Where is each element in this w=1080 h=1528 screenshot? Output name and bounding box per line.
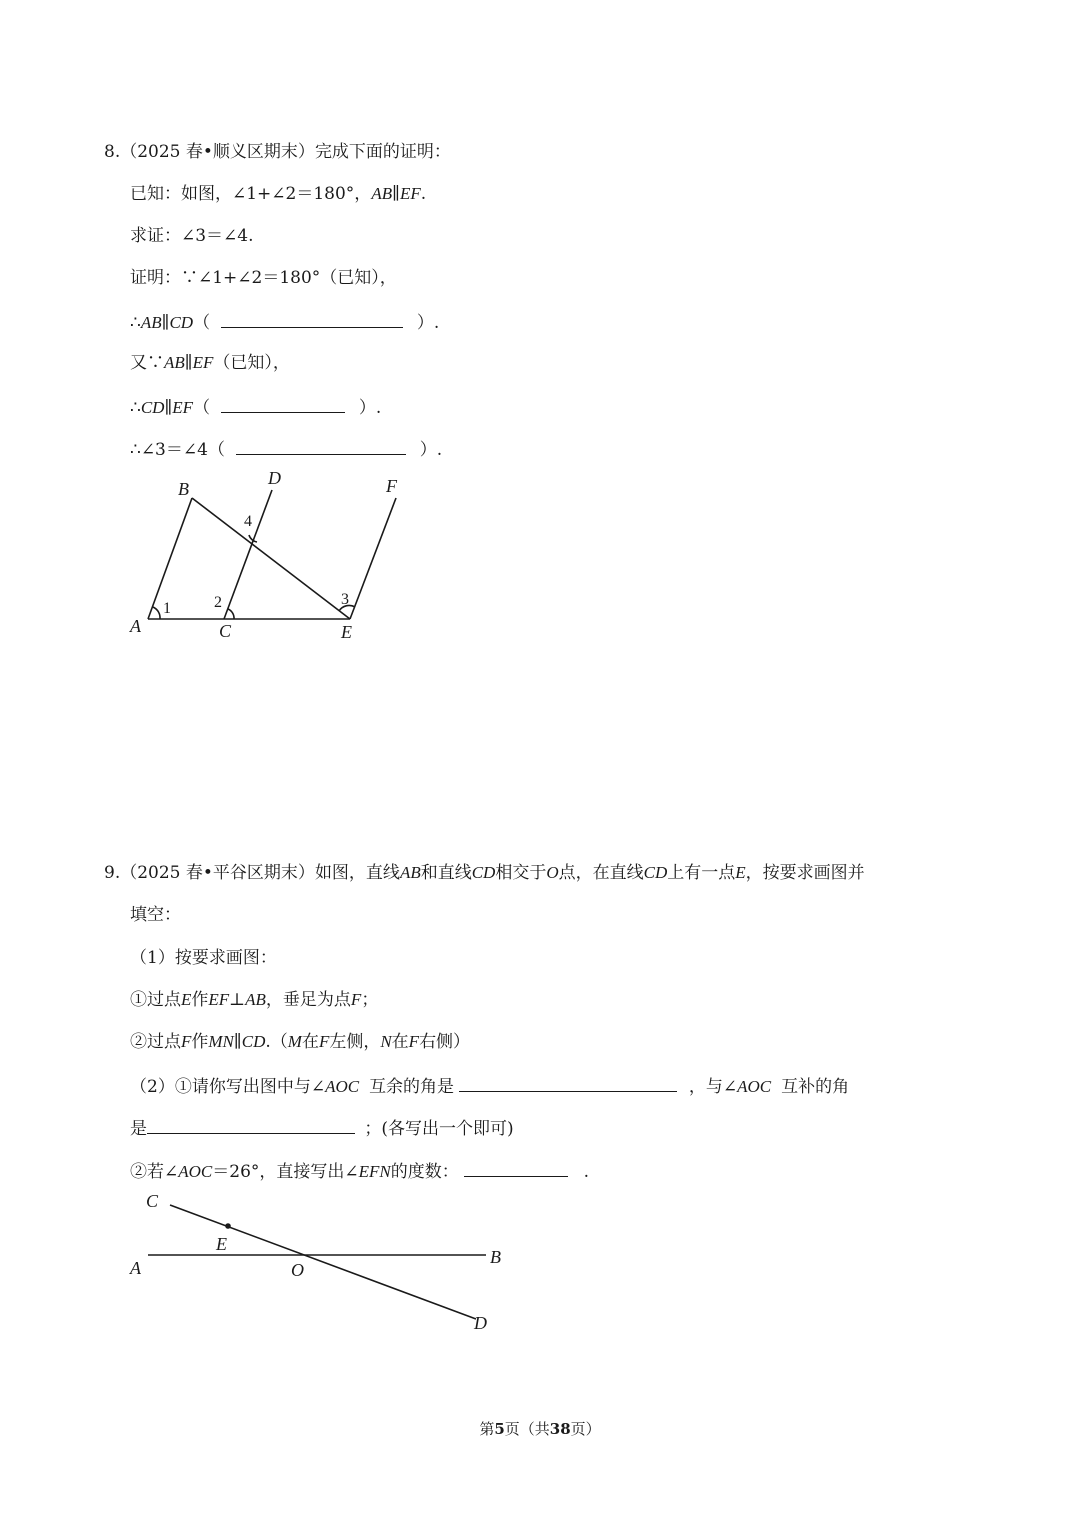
q8-step4 [130,436,442,462]
q9-part1-text: （1）按要求画图： [130,948,277,968]
q9-item1-text: 作 [191,990,209,1010]
q8-step3-close: ）. [358,398,382,418]
q8-step4-statement: ∴∠3＝∠4 [130,440,208,460]
q9-figure [120,1185,520,1345]
q9-part3-efn: EFN [358,1162,391,1181]
q9-text: 相交于 [495,863,547,883]
label-point-e: E [341,622,352,642]
q9-item2-text: 右侧） [419,1032,471,1052]
q9-o: O [546,863,559,882]
label-point-a: A [130,1258,141,1278]
q9-item2-mn: MN∥CD [208,1032,266,1051]
q9-part2-line2 [130,1115,514,1141]
q8-given-parallel: ∥ [392,184,400,204]
q9-item2-text: 在 [301,1032,319,1052]
q9-text: 如图，直线 [314,863,400,883]
q9-header [104,861,865,885]
q9-part2-aoc: AOC [325,1077,360,1096]
q8-step2 [130,351,290,375]
q9-complementary-answer-blank[interactable] [459,1073,677,1092]
q9-part2-text: 互余的角是 [369,1077,455,1097]
q9-part3 [130,1158,589,1184]
q9-part2-note: ；(各写出一个即可) [364,1119,514,1139]
q9-part2-text: 互补的角 [781,1077,850,1097]
q8-step2-statement: AB∥EF [164,353,214,372]
q9-source: （2025 春•平谷区期末） [120,863,315,883]
q8-prove-statement: ∠3＝∠4. [181,226,254,246]
q8-step1 [130,309,439,335]
label-point-f: F [386,476,397,496]
q8-step3-therefore: ∴ [130,398,141,418]
q9-item1-text: ； [361,990,379,1010]
q8-prove-prefix: 求证： [130,226,181,246]
q8-step3-open: （ [193,398,211,418]
q8-header [104,140,451,164]
q9-supplementary-answer-blank[interactable] [147,1115,355,1134]
q9-part2-text: （2）①请你写出图中与∠ [130,1077,326,1097]
q8-step1-therefore: ∴ [130,313,141,333]
q9-part3-text: 的度数： [390,1162,459,1182]
q8-step3-answer-blank[interactable] [221,394,345,413]
q9-part3-text: ＝26°，直接写出∠ [212,1162,359,1182]
q9-text: 上有一点 [667,863,736,883]
q9-item2-f: F [181,1032,192,1051]
angle-1-arc [153,607,160,619]
q9-item2-text: .（ [265,1032,288,1052]
q9-cd: CD [643,863,668,882]
q9-item2-f: F [318,1032,330,1051]
q8-given-end: . [420,184,427,204]
q9-part1 [130,946,277,970]
point-e-dot [225,1223,231,1229]
q9-item1-f: F [350,990,362,1009]
q9-item2-m: M [287,1032,302,1051]
q8-source: （2025 春•顺义区期末） [120,142,315,162]
label-point-a: A [130,616,141,636]
q8-step1-statement: AB∥CD [140,313,194,332]
label-angle-1: 1 [163,600,171,617]
q8-step4-close: ）. [419,440,443,460]
footer-page-number: 5 [494,1420,505,1438]
q9-cd: CD [471,863,496,882]
q8-proof-line1 [130,266,397,290]
q9-e: E [735,863,746,882]
q8-step2-reason: （已知）， [213,353,290,373]
q9-line2 [130,903,181,927]
label-angle-3: 3 [341,591,349,608]
label-point-e: E [216,1234,227,1254]
q8-step4-answer-blank[interactable] [236,436,406,455]
q9-part3-text: ②若∠ [130,1162,179,1182]
q9-text: 和直线 [420,863,472,883]
label-point-o: O [291,1260,304,1280]
angle-2-arc [228,609,234,619]
q8-prove [130,224,254,248]
q8-step3 [130,394,381,420]
label-point-b: B [178,479,189,499]
q9-item2-text: 在 [391,1032,409,1052]
label-point-c: C [219,621,232,641]
q9-item1 [130,988,378,1012]
q9-item2-n: N [380,1032,392,1051]
q9-part3-end: . [583,1162,589,1182]
q8-given-ab: AB [371,184,393,203]
label-angle-4: 4 [244,513,252,530]
q9-item1-text: ，垂足为点 [265,990,351,1010]
label-point-c: C [146,1191,159,1211]
q9-item2-text: 左侧， [329,1032,381,1052]
q9-part2 [130,1073,849,1099]
q8-figure [120,462,420,647]
footer-prefix: 第 [479,1420,495,1438]
q9-part2-text: 是 [130,1119,147,1139]
line-ef [350,498,396,619]
q8-proof-text: 证明：∵∠1+∠2＝180°（已知）， [130,268,397,288]
label-point-d: D [268,468,281,488]
q8-prompt: 完成下面的证明： [314,142,451,162]
q9-item2-f: F [408,1032,420,1051]
q9-item1-ef: EF⊥AB [208,990,266,1009]
q8-step3-statement: CD∥EF [140,398,194,417]
line-cd [170,1205,476,1319]
q8-step4-open: （ [207,440,225,460]
label-point-d: D [474,1313,487,1333]
q9-part3-aoc: AOC [178,1162,213,1181]
q9-item1-text: ①过点 [130,990,181,1010]
q9-ab: AB [399,863,421,882]
q8-given [130,182,426,206]
q9-line2-text: 填空： [130,905,181,925]
q8-given-ef: EF [399,184,421,203]
q9-item2-text: ②过点 [130,1032,181,1052]
q9-text: ，按要求画图并 [745,863,865,883]
q9-number: 9. [104,863,121,883]
q9-item2 [130,1030,470,1054]
label-angle-2: 2 [214,594,222,611]
q9-item2-text: 作 [191,1032,209,1052]
footer-mid: 页（共 [504,1420,550,1438]
q9-part2-aoc: AOC [737,1077,772,1096]
label-point-b: B [490,1247,501,1267]
q8-step2-prefix: 又∵ [130,353,164,373]
page-footer [0,1418,1080,1439]
q8-number: 8. [104,142,121,162]
q9-part2-text: ，与∠ [688,1077,738,1097]
q8-given-text: 已知：如图，∠1+∠2＝180°， [130,184,372,204]
q8-step1-open: （ [193,313,211,333]
q9-item1-e: E [181,990,192,1009]
q9-efn-degree-answer-blank[interactable] [464,1158,568,1177]
footer-suffix: 页） [570,1420,601,1438]
footer-total-pages: 38 [549,1420,571,1438]
q8-step1-answer-blank[interactable] [221,309,403,328]
q8-step1-close: ）. [416,313,440,333]
angle-4-arc [249,535,257,542]
q9-text: 点，在直线 [558,863,644,883]
